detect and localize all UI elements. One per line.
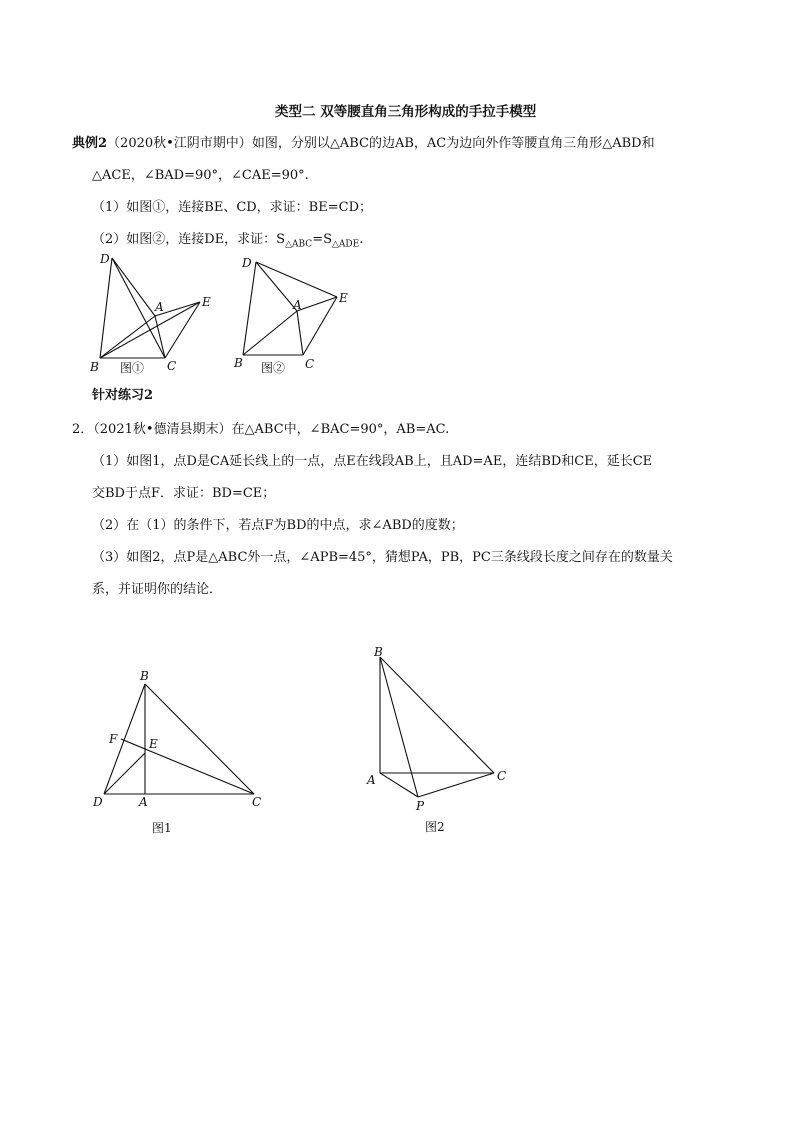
pfig2-label-A: A [367, 773, 376, 787]
pfig1-caption: 图1 [152, 821, 172, 835]
example-source: （2020秋•江阴市期中） [107, 136, 252, 151]
fig2-label-C: C [305, 357, 315, 371]
example-line-1 [72, 136, 655, 152]
q2-end: . [359, 232, 364, 247]
pfig2-label-C: C [497, 769, 507, 783]
pfig2-label-B: B [374, 645, 383, 659]
problem-stem [72, 422, 449, 438]
figure-1-lines [100, 258, 200, 358]
fig1-label-D: D [100, 252, 110, 266]
fig2-label-A: A [293, 298, 302, 312]
pfig1-label-B: B [140, 669, 149, 683]
practice-label: 针对练习2 [92, 388, 154, 403]
problem-number: 2． [72, 422, 94, 437]
example-question-1: （1）如图①，连接BE、CD，求证：BE=CD； [92, 200, 372, 215]
example-text-2: △ACE，∠BAD=90°，∠CAE=90°. [92, 168, 309, 183]
fig1-label-C: C [167, 359, 177, 373]
problem-fig1-lines [104, 684, 254, 794]
pfig1-label-E: E [149, 737, 158, 751]
fig2-label-D: D [242, 256, 252, 270]
example-question-2 [92, 232, 363, 253]
pfig2-caption: 图2 [425, 820, 445, 834]
example-text-1: 如图，分别以△ABC的边AB，AC为边向外作等腰直角三角形△ABD和 [251, 136, 655, 151]
q2-sub-1: △ABC [285, 239, 313, 250]
problem-q3-line-2: 系，并证明你的结论． [92, 582, 223, 597]
q2-mid: =S [312, 232, 332, 247]
fig2-label-E: E [339, 291, 348, 305]
problem-stem-text: 在△ABC中，∠BAC=90°，AB=AC. [231, 422, 450, 437]
fig1-caption: 图① [120, 361, 145, 375]
example-label: 典例2 [72, 136, 108, 151]
problem-q1-line-1: （1）如图1，点D是CA延长线上的一点，点E在线段AB上，且AD=AE，连结BD和CE，延长CE [92, 454, 653, 469]
fig1-label-A: A [155, 300, 164, 314]
q2-prefix: （2）如图②，连接DE，求证：S [92, 232, 286, 247]
fig2-label-B: B [234, 356, 243, 370]
pfig1-label-F: F [109, 732, 118, 746]
figure-2-lines [243, 262, 337, 355]
section-title: 类型二 双等腰直角三角形构成的手拉手模型 [275, 104, 537, 120]
fig1-label-E: E [202, 295, 211, 309]
problem-fig2-lines [380, 657, 494, 797]
pfig1-label-C: C [252, 795, 262, 809]
pfig2-label-P: P [416, 799, 425, 813]
problem-q3-line-1: （3）如图2，点P是△ABC外一点，∠APB=45°，猜想PA，PB，PC三条线段长度之间存在的数量关 [92, 550, 673, 565]
pfig1-label-A: A [139, 795, 148, 809]
fig2-caption: 图② [261, 361, 286, 375]
problem-q2: （2）在（1）的条件下，若点F为BD的中点，求∠ABD的度数； [92, 518, 464, 533]
q2-sub-2: △ADE [332, 239, 360, 250]
problem-source: （2021秋•德清县期末） [93, 422, 232, 437]
pfig1-label-D: D [93, 795, 103, 809]
fig1-label-B: B [90, 360, 99, 374]
problem-q1-line-2: 交BD于点F．求证：BD=CE； [92, 486, 276, 501]
